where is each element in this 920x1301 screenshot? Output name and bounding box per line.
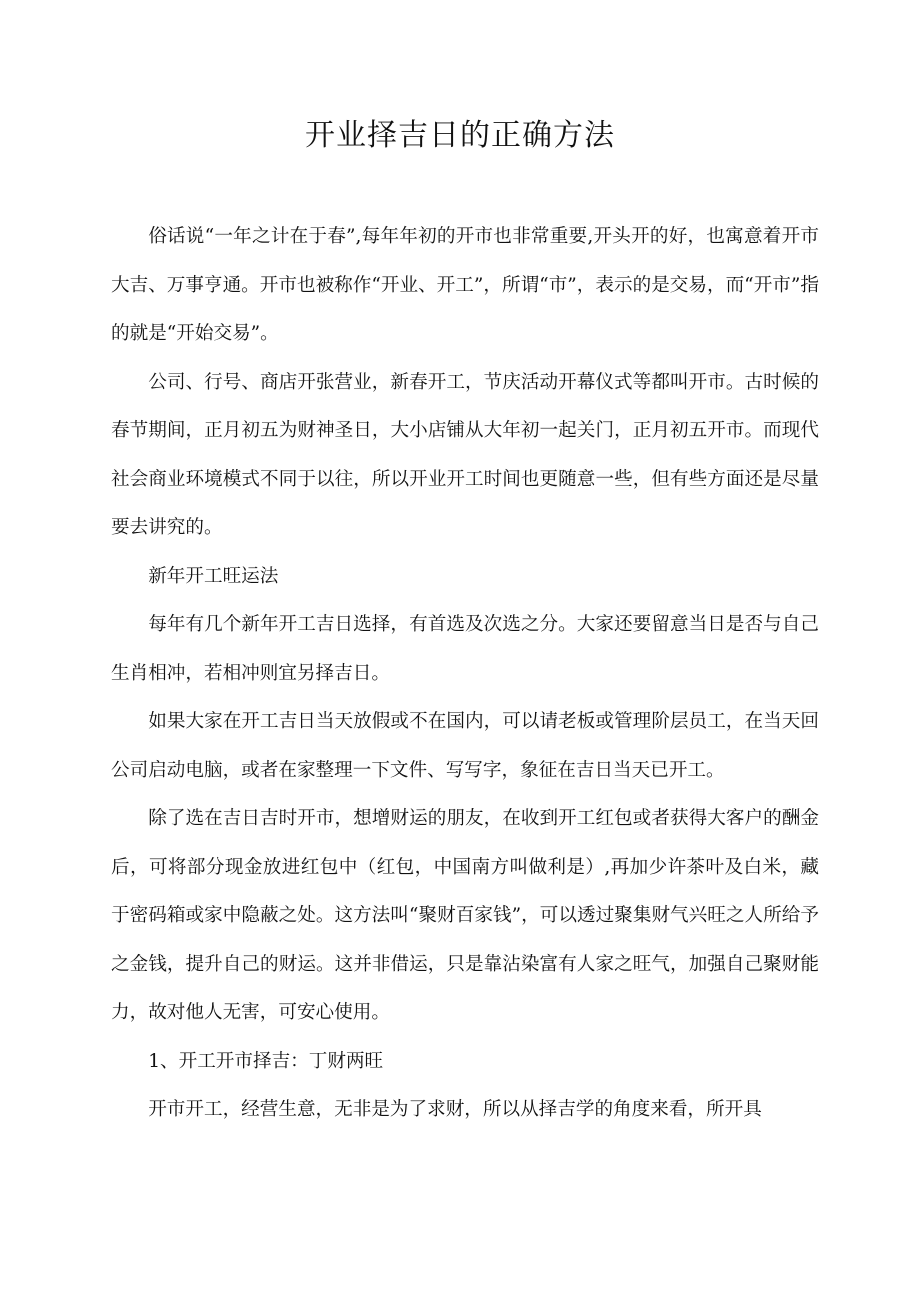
document-body xyxy=(111,213,819,1135)
paragraph-intro: 俗话说“一年之计在于春”,每年年初的开市也非常重要,开头开的好，也寓意着开市大吉、万事亨通。开市也被称作“开业、开工”，所谓“市”，表示的是交易，而“开市”指的就是“开始交易”。 xyxy=(111,226,819,344)
paragraph-holiday-tip: 如果大家在开工吉日当天放假或不在国内，可以请老板或管理阶层员工，在当天回公司启动电脑，或者在家整理一下文件、写写字，象征在吉日当天已开工。 xyxy=(111,711,819,781)
paragraph-auspicious-days: 每年有几个新年开工吉日选择，有首选及次选之分。大家还要留意当日是否与自己生肖相冲，若相冲则宜另择吉日。 xyxy=(111,614,819,684)
paragraph-business-start: 开市开工，经营生意，无非是为了求财，所以从择吉学的角度来看，所开具 xyxy=(148,1099,762,1120)
paragraph-opening-history: 公司、行号、商店开张营业，新春开工，节庆活动开幕仪式等都叫开市。古时候的春节期间，正月初五为财神圣日，大小店铺从大年初一起关门，正月初五开市。而现代社会商业环境模式不同于以往，所以开业开工时间也更随意一些，但有些方面还是尽量要去讲究的。 xyxy=(111,371,819,538)
paragraph-wealth-method: 除了选在吉日吉时开市，想增财运的朋友，在收到开工红包或者获得大客户的酬金后，可将部分现金放进红包中（红包，中国南方叫做利是）,再加少许茶叶及白米，藏于密码箱或家中隐蔽之处。这方法叫“聚财百家钱”，可以透过聚集财气兴旺之人所给予之金钱，提升自己的财运。这并非借运，只是靠沾染富有人家之旺气，加强自己聚财能力，故对他人无害，可安心使用。 xyxy=(111,808,819,1023)
section-heading-1: 1、开工开市择吉：丁财两旺 xyxy=(148,1050,384,1072)
section-heading-new-year: 新年开工旺运法 xyxy=(148,565,279,587)
document-title: 开业择吉日的正确方法 xyxy=(305,118,615,153)
